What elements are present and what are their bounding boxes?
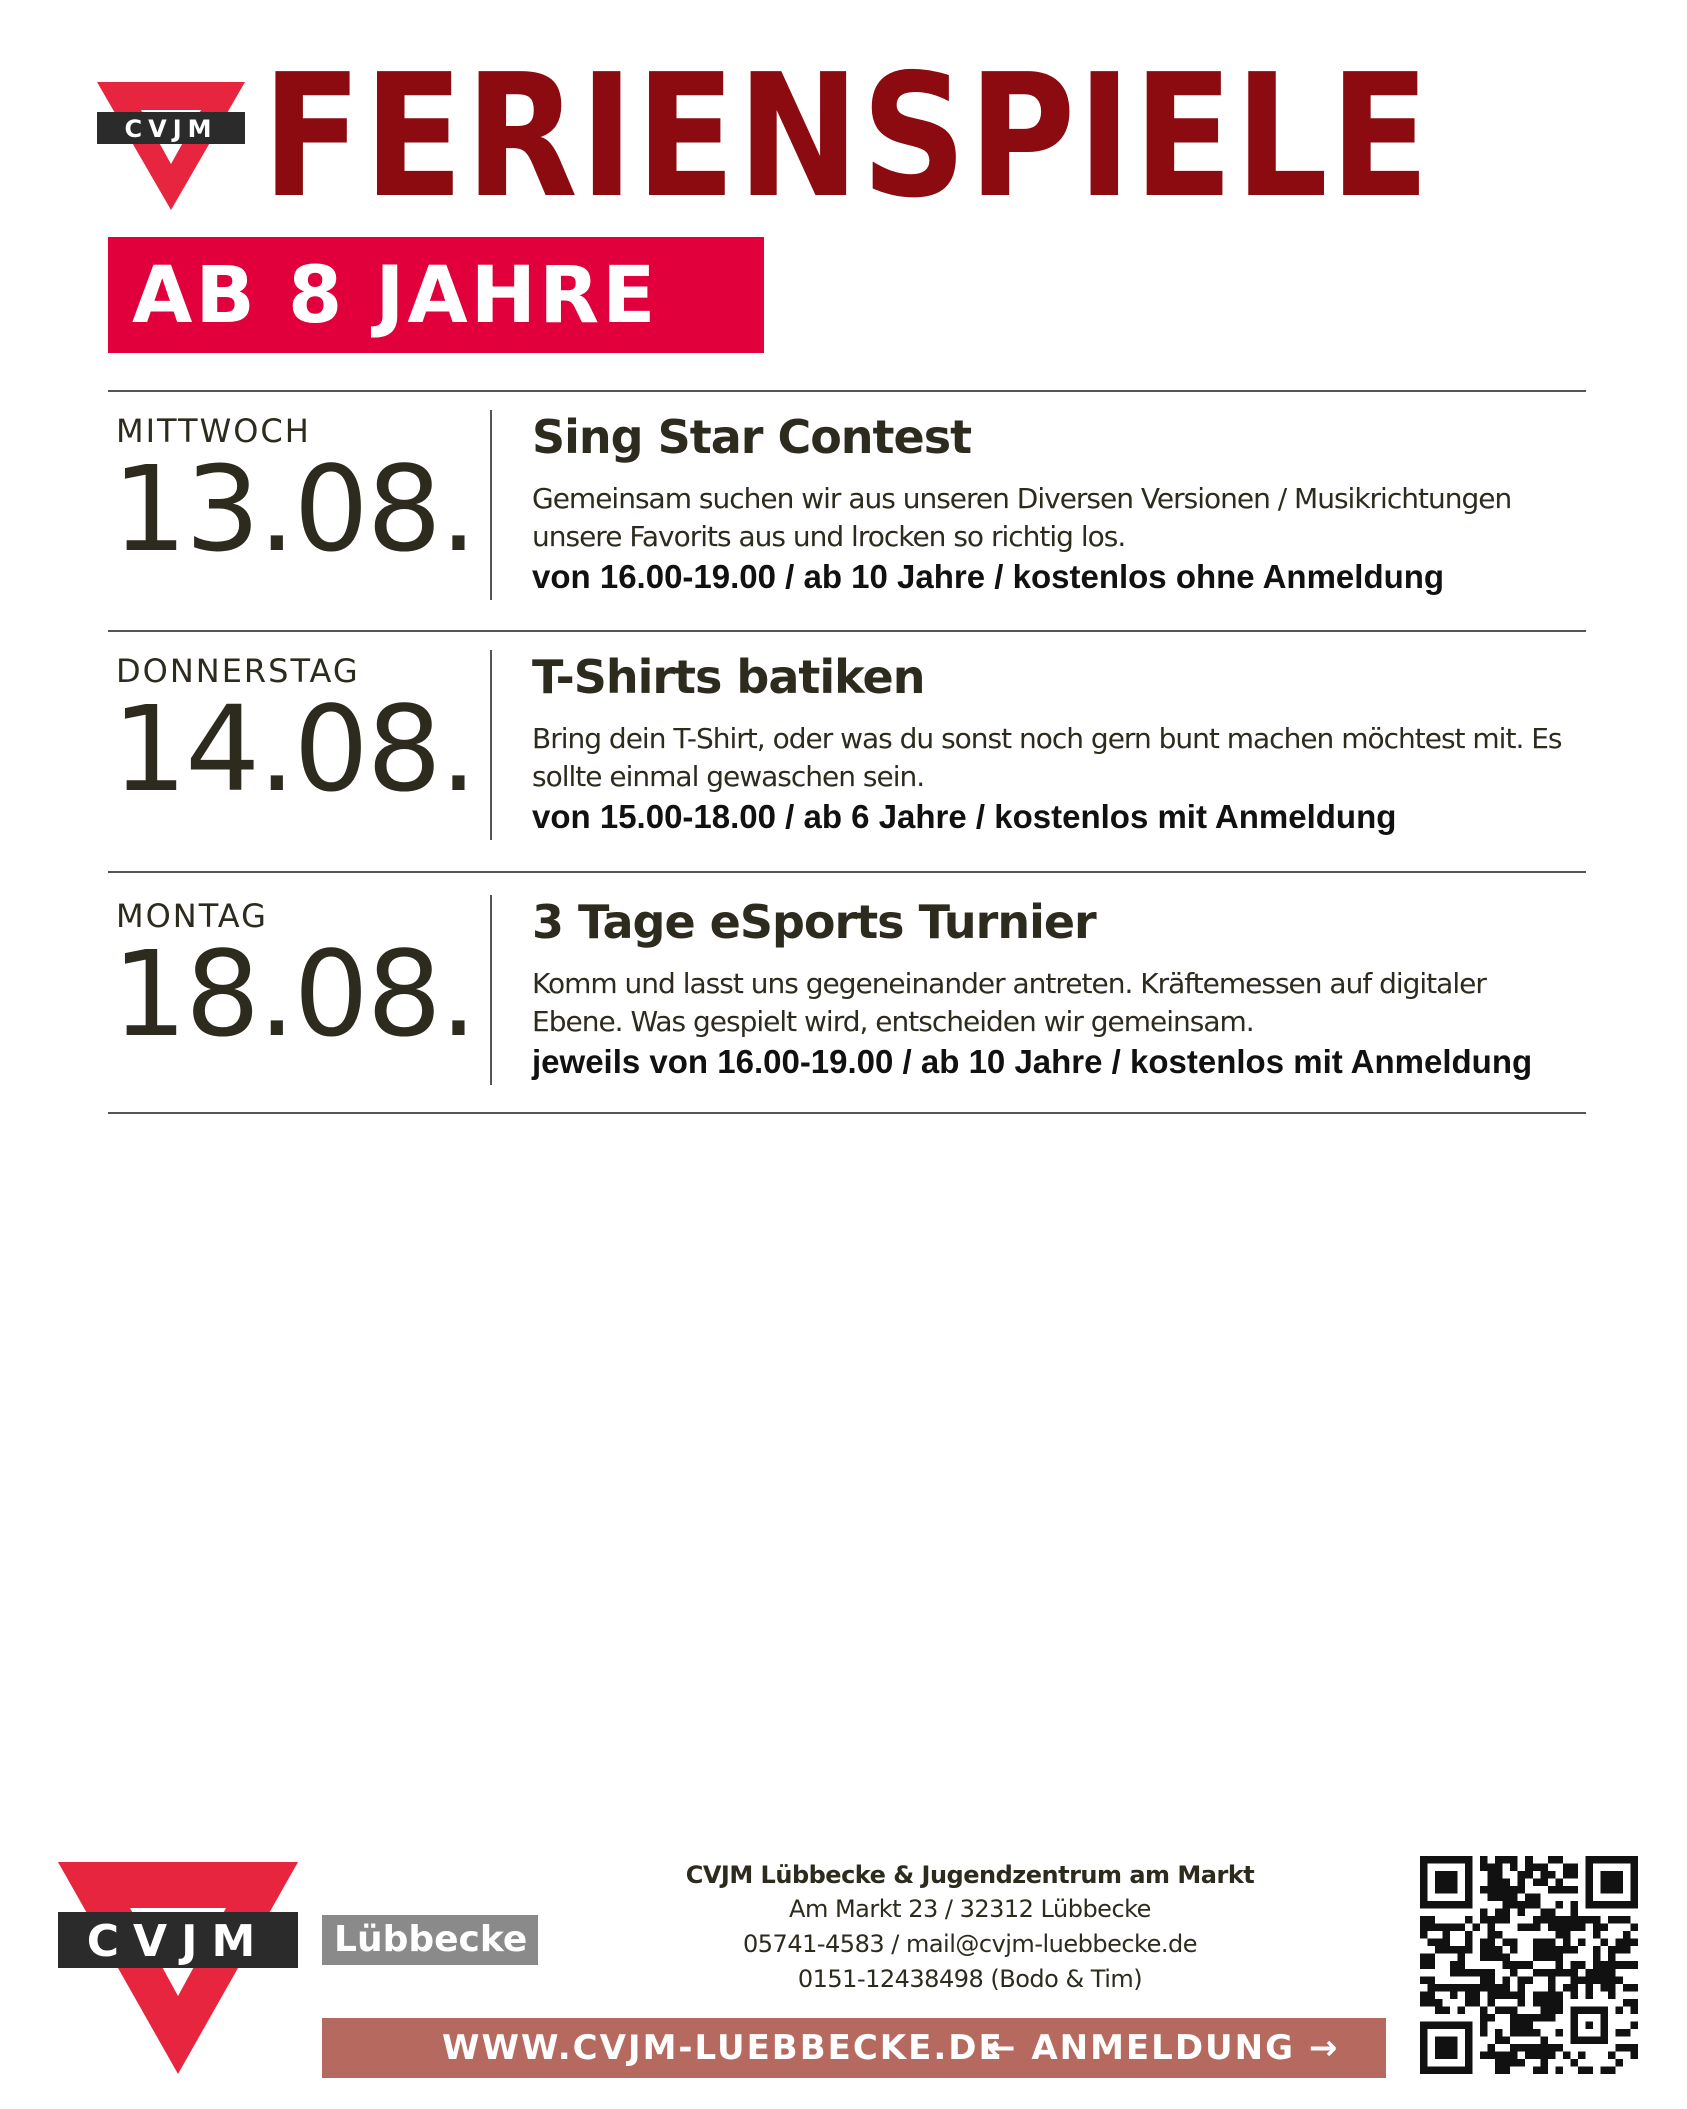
age-banner <box>108 237 764 353</box>
event-date: 13.08. <box>112 440 476 578</box>
age-banner-text: AB 8 JAHRE <box>132 251 659 341</box>
event-title: 3 Tage eSports Turnier <box>532 895 1096 949</box>
city-badge <box>322 1915 538 1965</box>
event-title: Sing Star Contest <box>532 410 972 464</box>
street-address: Am Markt 23 / 32312 Lübbecke <box>789 1895 1151 1923</box>
event-date: 18.08. <box>112 925 476 1063</box>
event-info: jeweils von 16.00-19.00 / ab 10 Jahre / kostenlos mit Anmeldung <box>532 1043 1533 1080</box>
event-title: T-Shirts batiken <box>532 650 925 704</box>
contact-block <box>640 1858 1300 1997</box>
event-weekday: DONNERSTAG <box>116 652 360 690</box>
website-link[interactable]: WWW.CVJM-LUEBBECKE.DE <box>442 2028 1004 2068</box>
event-card <box>108 877 1586 1115</box>
city-name: Lübbecke <box>334 1919 528 1960</box>
event-separator <box>490 410 492 600</box>
org-name: CVJM Lübbecke & Jugendzentrum am Markt <box>685 1861 1255 1889</box>
event-weekday: MONTAG <box>116 897 268 935</box>
event-card <box>108 632 1586 870</box>
event-info: von 15.00-18.00 / ab 6 Jahre / kostenlos mit Anmeldung <box>532 798 1397 835</box>
divider <box>108 1112 1586 1114</box>
cvjm-logo-bottom-text: CVJM <box>86 1916 270 1967</box>
phone-email[interactable]: 05741-4583 / mail@cvjm-luebbecke.de <box>743 1930 1197 1958</box>
event-info: von 16.00-19.00 / ab 10 Jahre / kostenlos ohne Anmeldung <box>532 558 1445 595</box>
event-description: Komm und lasst uns gegeneinander antreten. Kräftemessen auf digitaler Ebene. Was gespielt wird, entscheiden wir gemeinsam. <box>532 967 1486 1038</box>
website-bar <box>322 2018 1386 2078</box>
signup-label[interactable]: ← ANMELDUNG → <box>987 2028 1340 2068</box>
event-card <box>108 392 1586 630</box>
event-description: Gemeinsam suchen wir aus unseren Diversen Versionen / Musikrichtungen unsere Favorits aus und lrocken so richtig los. <box>532 482 1512 553</box>
qr-code-icon[interactable] <box>1420 1856 1638 2074</box>
cvjm-logo-top-text: CVJM <box>124 115 218 143</box>
page-title: FERIENSPIELE <box>262 38 1432 236</box>
event-separator <box>490 895 492 1085</box>
cvjm-logo-bottom <box>58 1862 298 2074</box>
cvjm-logo-top <box>97 82 245 210</box>
event-description: Bring dein T-Shirt, oder was du sonst noch gern bunt machen möchtest mit. Es sollte einmal gewaschen sein. <box>532 722 1562 793</box>
event-date: 14.08. <box>112 680 476 818</box>
event-separator <box>490 650 492 840</box>
divider <box>108 871 1586 873</box>
mobile-number: 0151-12438498 (Bodo & Tim) <box>797 1965 1143 1993</box>
event-weekday: MITTWOCH <box>116 412 311 450</box>
